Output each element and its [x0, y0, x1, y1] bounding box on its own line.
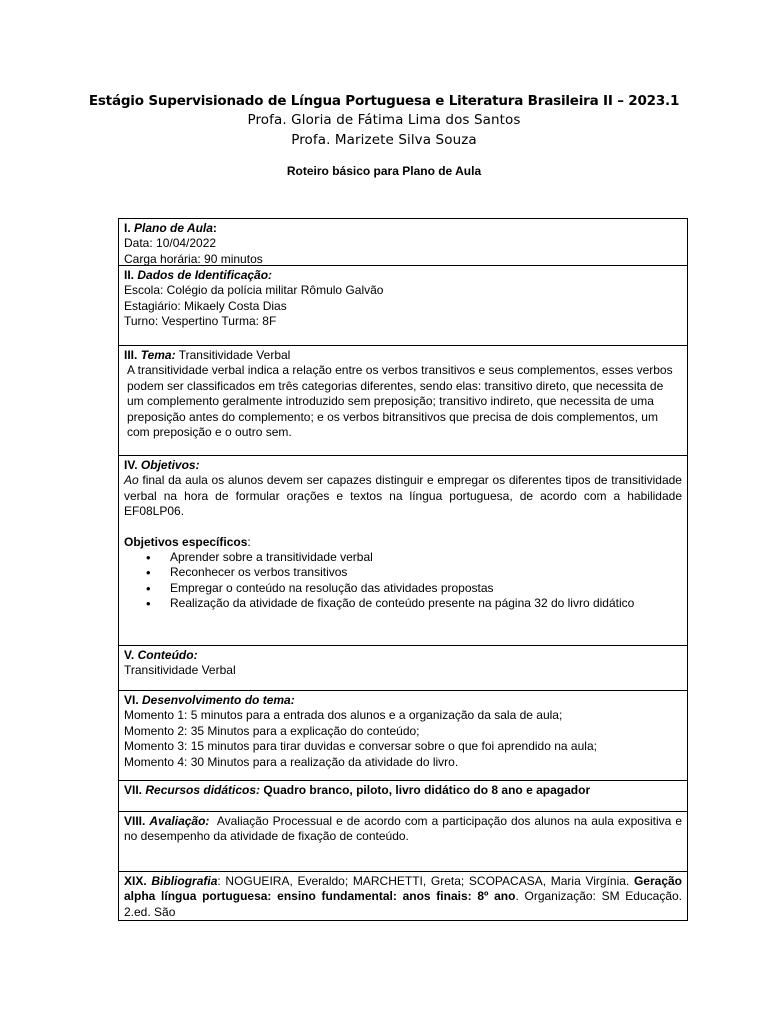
section-desenvolvimento	[119, 691, 687, 781]
dados-turno: Turno: Vespertino Turma: 8F	[124, 314, 277, 329]
bibliografia-book: Geração alpha língua portuguesa: ensino fundamental: anos finais: 8º ano	[124, 874, 682, 904]
section-number: VII.	[124, 783, 143, 797]
objetivos-text: final da aula os alunos devem ser capazes distinguir e empregar os diferentes tipos de transitividade verbal na hora de formular orações e textos na língua portuguesa, de acordo com a habilidade EF08LP06.	[124, 473, 682, 519]
professor-2: Profa. Marizete Silva Souza	[291, 132, 477, 148]
list-item: • Empregar o conteúdo na resolução das atividades propostas	[146, 581, 682, 596]
list-item: • Aprender sobre a transitividade verbal	[146, 550, 682, 565]
momento-3: Momento 3: 15 minutos para tirar duvidas e conversar sobre o que foi aprendido na aula;	[124, 739, 597, 754]
section-number: IV.	[124, 458, 138, 472]
section-avaliacao	[119, 812, 687, 872]
plano-carga-horaria: Carga horária: 90 minutos	[124, 251, 263, 266]
section-number: I.	[124, 221, 131, 235]
tema-text: A transitividade verbal indica a relação entre os verbos transitivos e seus complementos, esses verbos podem ser classificados em três categorias diferentes, sendo elas: transitivo direto, que necessita de um complemento geralmente introduzido sem preposição; transitivo indireto, que necessita de uma preposição antes do complemento; e os verbos bitransitivos que precisa de dois complementos, um com preposição e o outro sem.	[127, 363, 673, 440]
section-tema	[119, 346, 687, 456]
section-label: Bibliografia	[151, 874, 218, 888]
section-label: Recursos didáticos:	[145, 783, 261, 797]
momento-1: Momento 1: 5 minutos para a entrada dos alunos e a organização da sala de aula;	[124, 708, 563, 723]
section-plano-de-aula: I. Plano de Aula: Data: 10/04/2022 Carga horária: 90 minutos	[119, 219, 687, 266]
section-recursos	[119, 781, 687, 812]
objetivos-especificos-label: Objetivos específicos	[124, 534, 248, 549]
document-title: Estágio Supervisionado de Língua Portuguesa e Literatura Brasileira II – 2023.1	[88, 93, 680, 109]
bibliografia-authors: : NOGUEIRA, Everaldo; MARCHETTI, Greta; SCOPACASA, Maria Virgínia.	[217, 874, 630, 888]
document-header	[0, 92, 768, 178]
section-number: III.	[124, 348, 138, 362]
section-number: XIX.	[124, 874, 147, 888]
section-number: V.	[124, 648, 135, 662]
section-label: Plano de Aula	[134, 221, 213, 235]
list-item: • Reconhecer os verbos transitivos	[146, 565, 682, 580]
avaliacao-text: Avaliação Processual e de acordo com a participação dos alunos na aula expositiva e no desempenho da atividade de fixação de conteúdo.	[124, 814, 682, 844]
momento-2: Momento 2: 35 Minutos para a explicação do conteúdo;	[124, 723, 420, 738]
momento-4: Momento 4: 30 Minutos para a realização da atividade do livro.	[124, 754, 459, 769]
tema-value: Transitividade Verbal	[178, 348, 291, 362]
section-bibliografia	[119, 872, 687, 920]
professor-1: Profa. Gloria de Fátima Lima dos Santos	[247, 112, 521, 128]
section-label: Conteúdo:	[137, 648, 198, 662]
conteudo-text: Transitividade Verbal	[124, 663, 236, 678]
section-objetivos: IV. Objetivos: Ao final da aula os alunos devem ser capazes distinguir e empregar os diferentes tipos de transitividade verbal na hora de formular orações e textos na língua portuguesa, de acordo com a habilidade EF08LP06. Objetivos específicos: • Aprender sobre a transitividade verbal • Reconhecer os verbos transitivos • Empregar o conteúdo na resolução das atividades propostas • Realização da atividade de fixação de conteúdo presente na página 32 do livro didático	[119, 456, 687, 646]
section-label: Desenvolvimento do tema:	[142, 693, 295, 707]
objetivos-especificos-list	[124, 550, 682, 612]
section-label: Dados de Identificação:	[137, 268, 273, 282]
dados-escola: Escola: Colégio da polícia militar Rômulo Galvão	[124, 283, 384, 298]
section-label: Avaliação:	[149, 814, 210, 828]
section-conteudo	[119, 646, 687, 691]
lesson-plan-table	[118, 218, 688, 921]
section-number: II.	[124, 268, 135, 282]
section-number: VI.	[124, 693, 139, 707]
list-item: • Realização da atividade de fixação de conteúdo presente na página 32 do livro didático	[146, 596, 682, 611]
bibliografia-rest: . Organização: SM Educação. 2.ed. São	[124, 889, 683, 919]
document-subtitle: Roteiro básico para Plano de Aula	[286, 164, 482, 178]
dados-estagiario: Estagiário: Mikaely Costa Dias	[124, 298, 287, 313]
objetivos-text-start: Ao	[124, 473, 139, 488]
section-dados-identificacao	[119, 266, 687, 346]
section-number: VIII.	[124, 814, 146, 828]
section-label: Objetivos:	[140, 458, 200, 472]
plano-data: Data: 10/04/2022	[124, 236, 217, 251]
section-label: Tema:	[140, 348, 176, 362]
recursos-text: Quadro branco, piloto, livro didático do 8 ano e apagador	[263, 783, 591, 797]
